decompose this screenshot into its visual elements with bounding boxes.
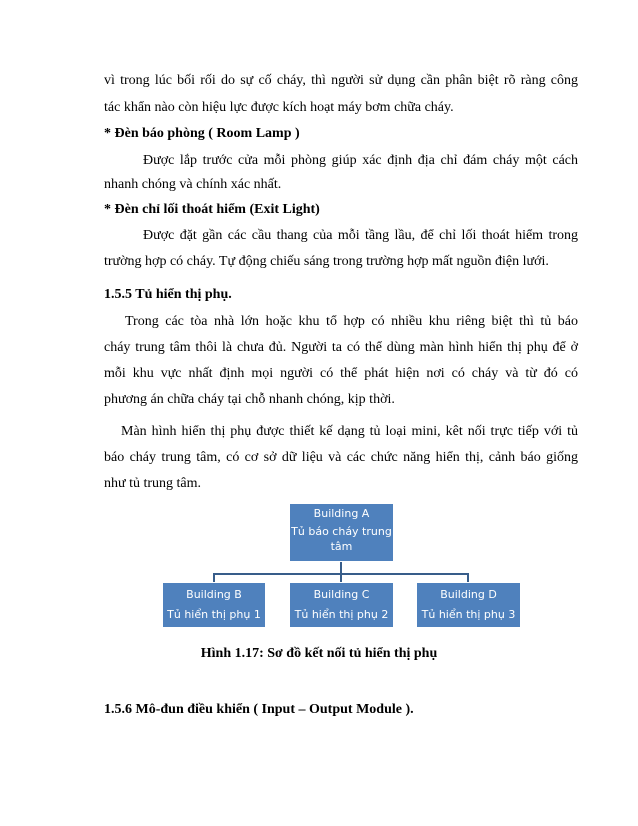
paragraph-line: vì trong lúc bối rối do sự cố cháy, thì người sử dụng cần phân biệt rõ ràng công — [104, 73, 578, 88]
node-title: Building C — [313, 588, 370, 601]
paragraph-line: như tủ trung tâm. — [104, 476, 202, 491]
node-subtitle: Tủ hiển thị phụ 3 — [421, 608, 516, 621]
node-subtitle: Tủ hiển thị phụ 1 — [167, 608, 261, 621]
node-title: Building B — [186, 588, 242, 601]
paragraph-line: Trong các tòa nhà lớn hoặc khu tổ hợp có nhiều khu riêng biệt thì tủ báo — [125, 314, 578, 329]
section-heading-1-5-6: 1.5.6 Mô-đun điều khiển ( Input – Output Module ). — [104, 702, 414, 717]
diagram-node-building-d — [416, 582, 521, 628]
subheading-room-lamp: * Đèn báo phòng ( Room Lamp ) — [104, 126, 300, 141]
paragraph-line: tác khẩn nào còn hiệu lực được kích hoạt máy bơm chữa cháy. — [104, 100, 454, 115]
section-heading-1-5-5: 1.5.5 Tủ hiển thị phụ. — [104, 287, 232, 302]
node-subtitle: Tủ hiển thị phụ 2 — [294, 608, 389, 621]
paragraph-line: cháy trung tâm thôi là chưa đủ. Người ta có thể dùng màn hình hiển thị phụ để ở — [104, 340, 578, 355]
node-subtitle: Tủ báo cháy trung tâm — [291, 525, 392, 553]
paragraph-line: trường hợp có cháy. Tự động chiếu sáng trong trường hợp mất nguồn điện lưới. — [104, 254, 549, 269]
paragraph-line: nhanh chóng và chính xác nhất. — [104, 177, 282, 192]
paragraph-line: phương án chữa cháy tại chỗ nhanh chóng, kịp thời. — [104, 392, 395, 407]
subheading-exit-light: * Đèn chỉ lối thoát hiểm (Exit Light) — [104, 202, 320, 217]
paragraph-line: Được lắp trước cửa mỗi phòng giúp xác định địa chỉ đám cháy một cách — [143, 153, 578, 168]
node-title: Building D — [440, 588, 497, 601]
node-title: Building A — [313, 507, 370, 520]
paragraph-line: Được đặt gần các cầu thang của mỗi tầng lầu, để chỉ lối thoát hiểm trong — [143, 228, 578, 243]
diagram-node-building-c — [289, 582, 394, 628]
figure-caption: Hình 1.17: Sơ đồ kết nối tủ hiển thị phụ — [200, 646, 438, 661]
diagram-node-building-b — [162, 582, 266, 628]
paragraph-line: mỗi khu vực nhất định mọi người có thể phát hiện nơi có cháy và từ đó có — [104, 366, 578, 381]
paragraph-line: Màn hình hiển thị phụ được thiết kế dạng tủ loại mini, kêt nối trực tiếp với tủ — [121, 424, 578, 439]
paragraph-line: báo cháy trung tâm, có cơ sở dữ liệu và các chức năng hiển thị, cảnh báo giống — [104, 450, 578, 465]
diagram-node-building-a — [289, 503, 394, 562]
